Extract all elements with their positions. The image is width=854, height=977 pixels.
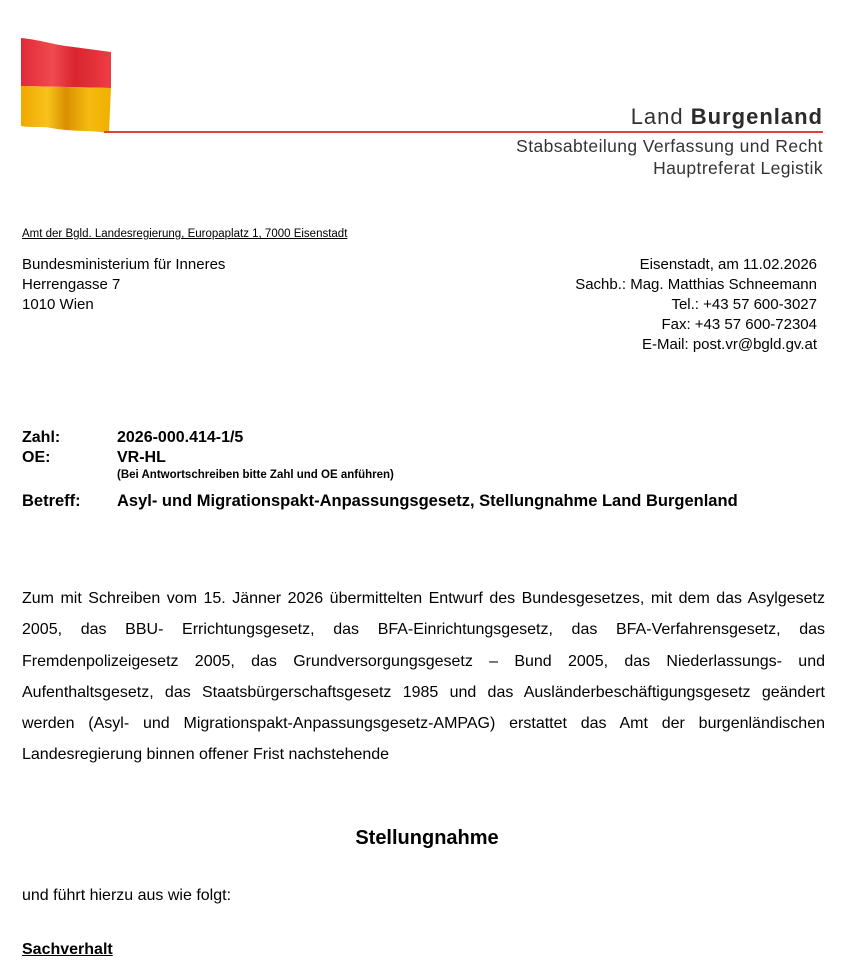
- place-date: Eisenstadt, am 11.02.2026: [639, 256, 817, 273]
- reply-hint: (Bei Antwortschreiben bitte Zahl und OE anführen): [117, 469, 394, 481]
- statement-heading: Stellungnahme: [355, 827, 499, 849]
- recipient-street: Herrengasse 7: [22, 276, 121, 293]
- body-paragraph: Zum mit Schreiben vom 15. Jänner 2026 übermittelten Entwurf des Bundesgesetzes, mit dem das Asylgesetz 2005, das BBU- Errichtungsgesetz, das BFA-Einrichtungsgesetz, das BFA-Verfahrensgesetz, das Fremdenpolizeigesetz 2005, das Grundversorgungsgesetz – Bund 2005, das Niederlassungs- und Aufenthaltsgesetz, das Staatsbürgerschaftsgesetz 1985 und das Ausländerbeschäftigungsgesetz geändert werden (Asyl- und Migrationspakt-Anpassungsgesetz-AMPAG) erstattet das Amt der burgenländischen Landesregierung binnen offener Frist nachstehende: [22, 590, 825, 764]
- subject-value: Asyl- und Migrationspakt-Anpassungsgesetz, Stellungnahme Land Burgenland: [117, 492, 738, 510]
- organization-title: [631, 104, 823, 130]
- email-address: E-Mail: post.vr@bgld.gv.at: [641, 336, 817, 353]
- fax-number: Fax: +43 57 600-72304: [661, 316, 817, 333]
- reference-number-value: 2026-000.414-1/5: [117, 429, 244, 446]
- reference-number-label: Zahl:: [22, 429, 61, 446]
- recipient-city: 1010 Wien: [22, 296, 94, 313]
- subdepartment-name: Hauptreferat Legistik: [653, 158, 823, 178]
- section-title: Sachverhalt: [22, 941, 113, 958]
- organization-name: Burgenland: [690, 104, 823, 129]
- department-block: [516, 135, 823, 179]
- sender-address-line: Amt der Bgld. Landesregierung, Europaplatz 1, 7000 Eisenstadt: [22, 228, 348, 240]
- intro-text: und führt hierzu aus wie folgt:: [22, 887, 232, 904]
- department-name: Stabsabteilung Verfassung und Recht: [516, 136, 823, 156]
- reference-number-row: [22, 429, 243, 447]
- recipient-name: Bundesministerium für Inneres: [22, 256, 226, 273]
- organization-prefix: Land: [630, 104, 684, 129]
- org-unit-value: VR-HL: [117, 449, 166, 466]
- clerk-name: Sachb.: Mag. Matthias Schneemann: [575, 276, 817, 293]
- flag-red-stripe: [21, 38, 111, 88]
- recipient-address: [22, 255, 225, 315]
- org-unit-row: [22, 449, 166, 467]
- phone-number: Tel.: +43 57 600-3027: [671, 296, 817, 313]
- subject-row: [22, 492, 738, 511]
- subject-label: Betreff:: [22, 492, 81, 510]
- flag-yellow-stripe: [21, 86, 111, 133]
- org-unit-label: OE:: [22, 449, 51, 466]
- header-divider: [104, 131, 823, 133]
- contact-block: [575, 255, 817, 355]
- burgenland-flag-logo: [21, 38, 111, 133]
